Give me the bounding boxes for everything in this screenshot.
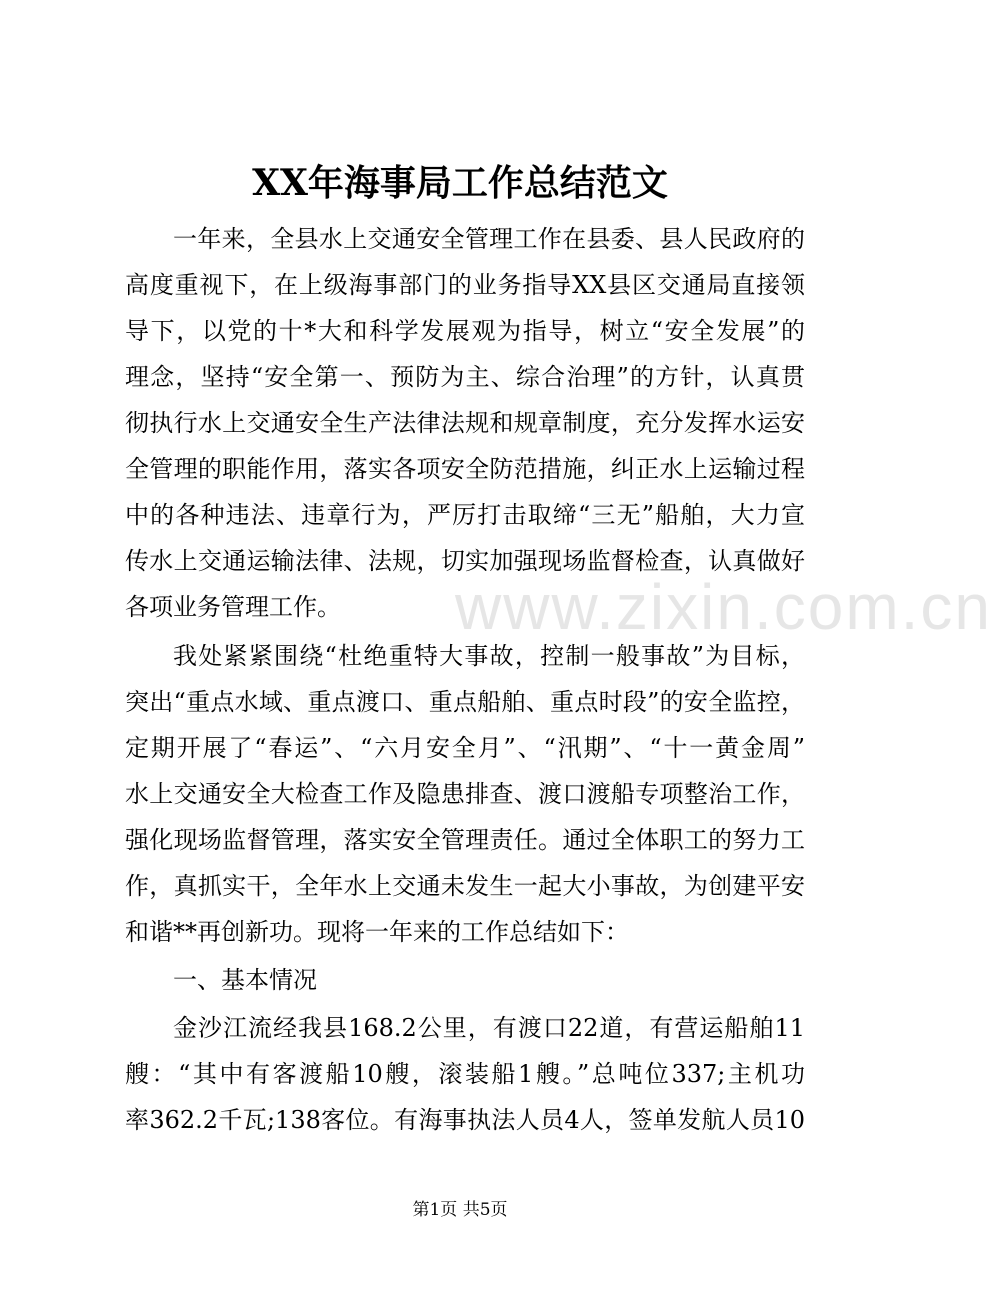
body-line-2: 高度重视下，在上级海事部门的业务指导XX县区交通局直接领 (125, 271, 805, 299)
body-line-5: 彻执行水上交通安全生产法律法规和规章制度，充分发挥水运安 (125, 409, 805, 437)
body-line-12: 定期开展了“春运”、“六月安全月”、“汛期”、“十一黄金周” (125, 734, 805, 762)
body-line-20: 率362.2千瓦;138客位。有海事执法人员4人，签单发航人员10 (125, 1106, 805, 1134)
body-line-14: 强化现场监督管理，落实安全管理责任。通过全体职工的努力工 (125, 826, 805, 854)
section-heading: 一、基本情况 (173, 966, 317, 994)
page-footer: 第1页 共5页 (412, 1200, 508, 1220)
body-line-3: 导下，以党的十*大和科学发展观为指导，树立“安全发展”的 (125, 317, 805, 345)
page-title: XX年海事局工作总结范文 (252, 162, 668, 204)
body-line-13: 水上交通安全大检查工作及隐患排查、渡口渡船专项整治工作， (125, 780, 805, 808)
body-line-19: 艘：“其中有客渡船10艘，滚装船1艘。”总吨位337;主机功 (125, 1060, 805, 1088)
body-line-18: 金沙江流经我县168.2公里，有渡口22道，有营运船舶11 (173, 1014, 805, 1042)
body-line-7: 中的各种违法、违章行为，严厉打击取缔“三无”船舶，大力宣 (125, 501, 805, 529)
body-line-15: 作，真抓实干，全年水上交通未发生一起大小事故，为创建平安 (125, 872, 805, 900)
body-line-9: 各项业务管理工作。 (125, 593, 341, 621)
body-line-6: 全管理的职能作用，落实各项安全防范措施，纠正水上运输过程 (125, 455, 805, 483)
body-line-8: 传水上交通运输法律、法规，切实加强现场监督检查，认真做好 (125, 547, 805, 575)
body-line-11: 突出“重点水域、重点渡口、重点船舶、重点时段”的安全监控， (125, 688, 805, 716)
body-line-10: 我处紧紧围绕“杜绝重特大事故，控制一般事故”为目标， (173, 642, 805, 670)
body-line-1: 一年来，全县水上交通安全管理工作在县委、县人民政府的 (173, 225, 805, 253)
watermark: www.zixin.com.cn (455, 571, 992, 643)
body-line-4: 理念，坚持“安全第一、预防为主、综合治理”的方针，认真贯 (125, 363, 805, 391)
body-line-16: 和谐**再创新功。现将一年来的工作总结如下： (125, 918, 629, 946)
